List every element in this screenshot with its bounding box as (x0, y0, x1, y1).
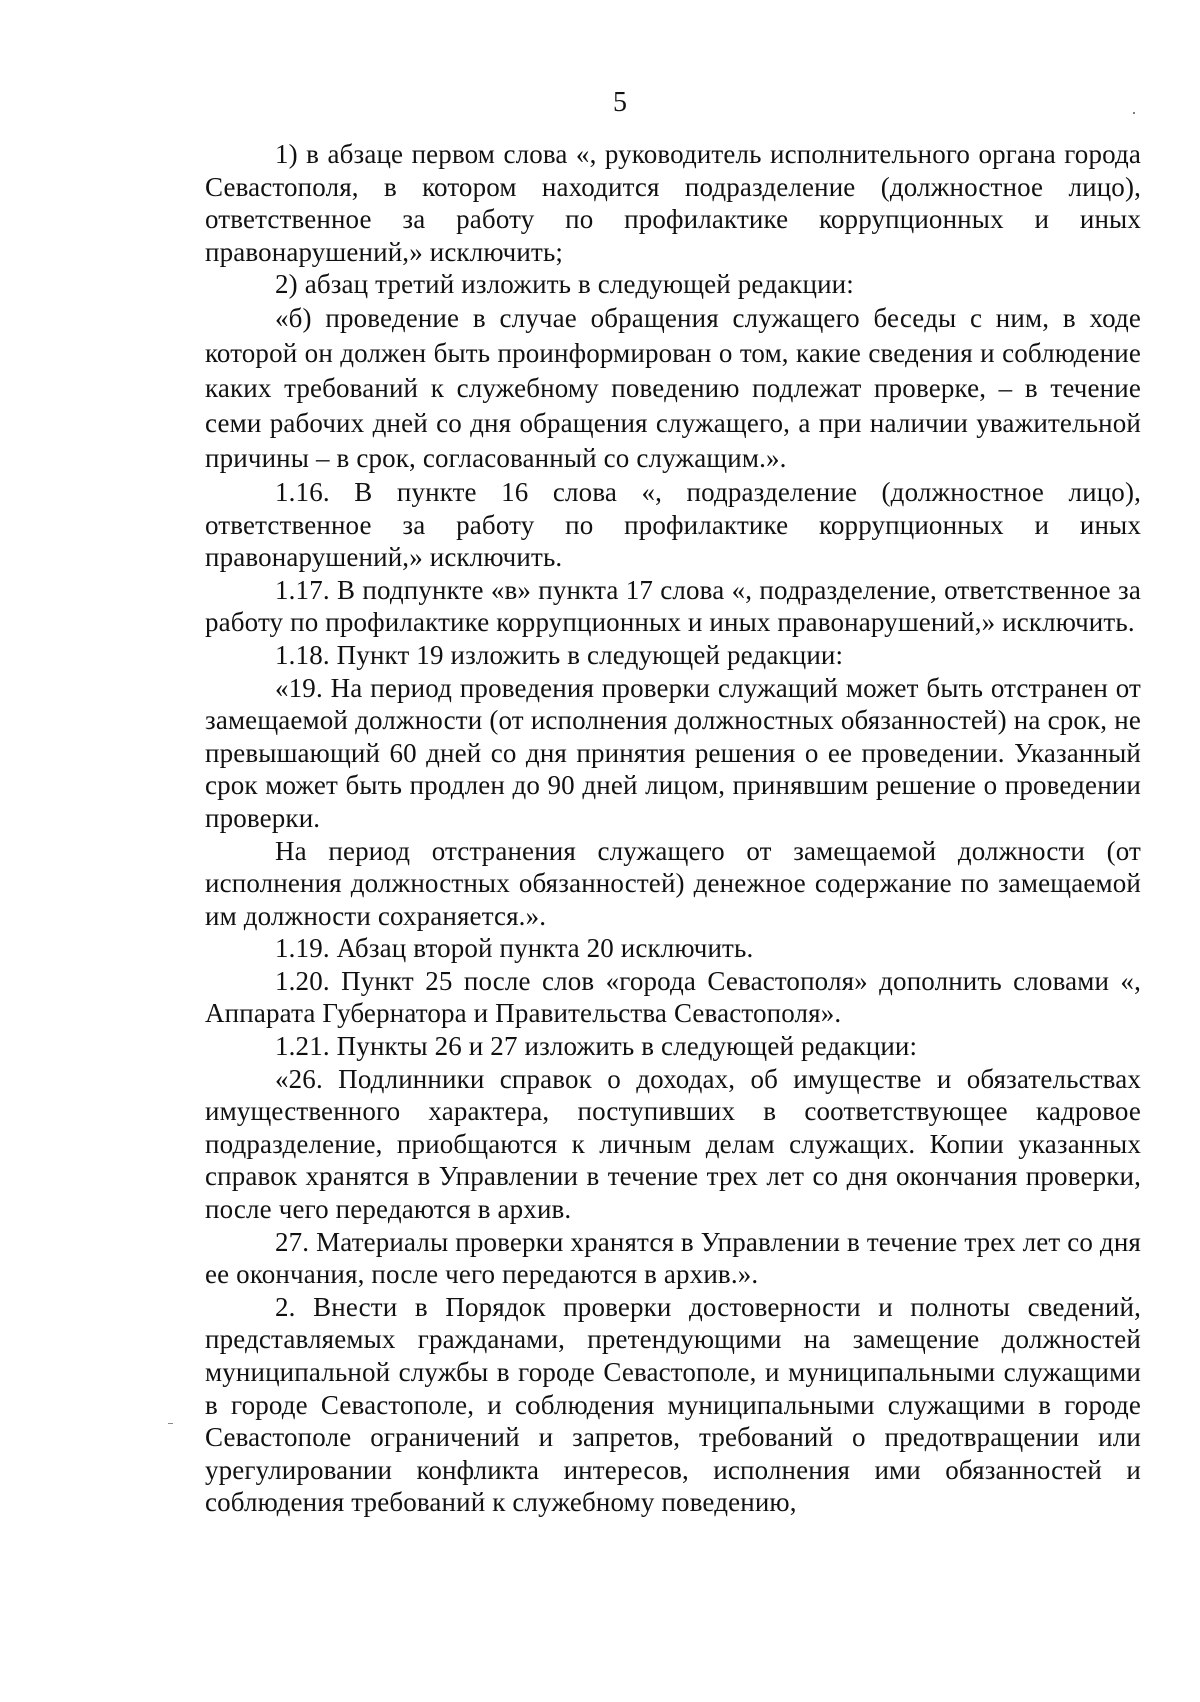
paragraph-quote-19: «19. На период проведения проверки служащий может быть отстранен от замещаемой должности (от исполнения должностных обязанностей) на срок, не превышающий 60 дней со дня принятия решения о ее проведении. Указанный срок может быть продлен до 90 дней лицом, принявшим решение о проведении проверки. (205, 672, 1141, 833)
page-number: 5 (613, 87, 627, 118)
paragraph-27: 27. Материалы проверки хранятся в Управлении в течение трех лет со дня ее окончания, после чего передаются в архив.». (205, 1226, 1141, 1290)
paragraph-1-20: 1.20. Пункт 25 после слов «города Севастополя» дополнить словами «, Аппарата Губернатора и Правительства Севастополя». (205, 965, 1141, 1029)
paragraph-1-18: 1.18. Пункт 19 изложить в следующей редакции: (275, 639, 844, 670)
paragraph-1-16: 1.16. В пункте 16 слова «, подразделение (должностное лицо), ответственное за работу по профилактике коррупционных и иных правонарушений,» исключить. (205, 476, 1141, 573)
paragraph-quote-b: «б) проведение в случае обращения служащего беседы с ним, в ходе которой он должен быть проинформирован о том, какие сведения и соблюдение каких требований к служебному поведению подлежат проверке, – в течение семи рабочих дней со дня обращения служащего, а при наличии уважительной причины – в срок, согласованный со служащим.». (205, 302, 1141, 473)
paragraph-2: 2. Внести в Порядок проверки достоверности и полноты сведений, представляемых гражданами, претендующими на замещение должностей муниципальной службы в городе Севастополе, и муниципальными служащими в городе Севастополе, и соблюдения муниципальными служащими в городе Севастополе ограничений и запретов, требований о предотвращении или урегулировании конфликта интересов, исполнения ими обязанностей и соблюдения требований к служебному поведению, (205, 1291, 1141, 1518)
paragraph-quote-26: «26. Подлинники справок о доходах, об имуществе и обязательствах имущественного характера, поступивших в соответствующее кадровое подразделение, приобщаются к личным делам служащих. Копии указанных справок хранятся в Управлении в течение трех лет со дня окончания проверки, после чего передаются в архив. (205, 1063, 1141, 1225)
paragraph-1-17: 1.17. В подпункте «в» пункта 17 слова «, подразделение, ответственное за работу по профилактике коррупционных и иных правонарушений,» исключить. (205, 574, 1141, 638)
paragraph-item-2: 2) абзац третий изложить в следующей редакции: (275, 269, 854, 300)
paragraph-suspension: На период отстранения служащего от замещаемой должности (от исполнения должностных обязанностей) денежное содержание по замещаемой им должности сохраняется.». (205, 835, 1141, 931)
scan-speck (1133, 112, 1135, 114)
paragraph-1-19: 1.19. Абзац второй пункта 20 исключить. (275, 933, 754, 964)
document-body (205, 138, 1141, 1519)
scan-margin-mark (168, 1423, 173, 1424)
paragraph-item-1: 1) в абзаце первом слова «, руководитель исполнительного органа города Севастополя, в котором находится подразделение (должностное лицо), ответственное за работу по профилактике коррупционных и иных правонарушений,» исключить; (205, 139, 1141, 267)
paragraph-1-21: 1.21. Пункты 26 и 27 изложить в следующей редакции: (275, 1031, 918, 1062)
